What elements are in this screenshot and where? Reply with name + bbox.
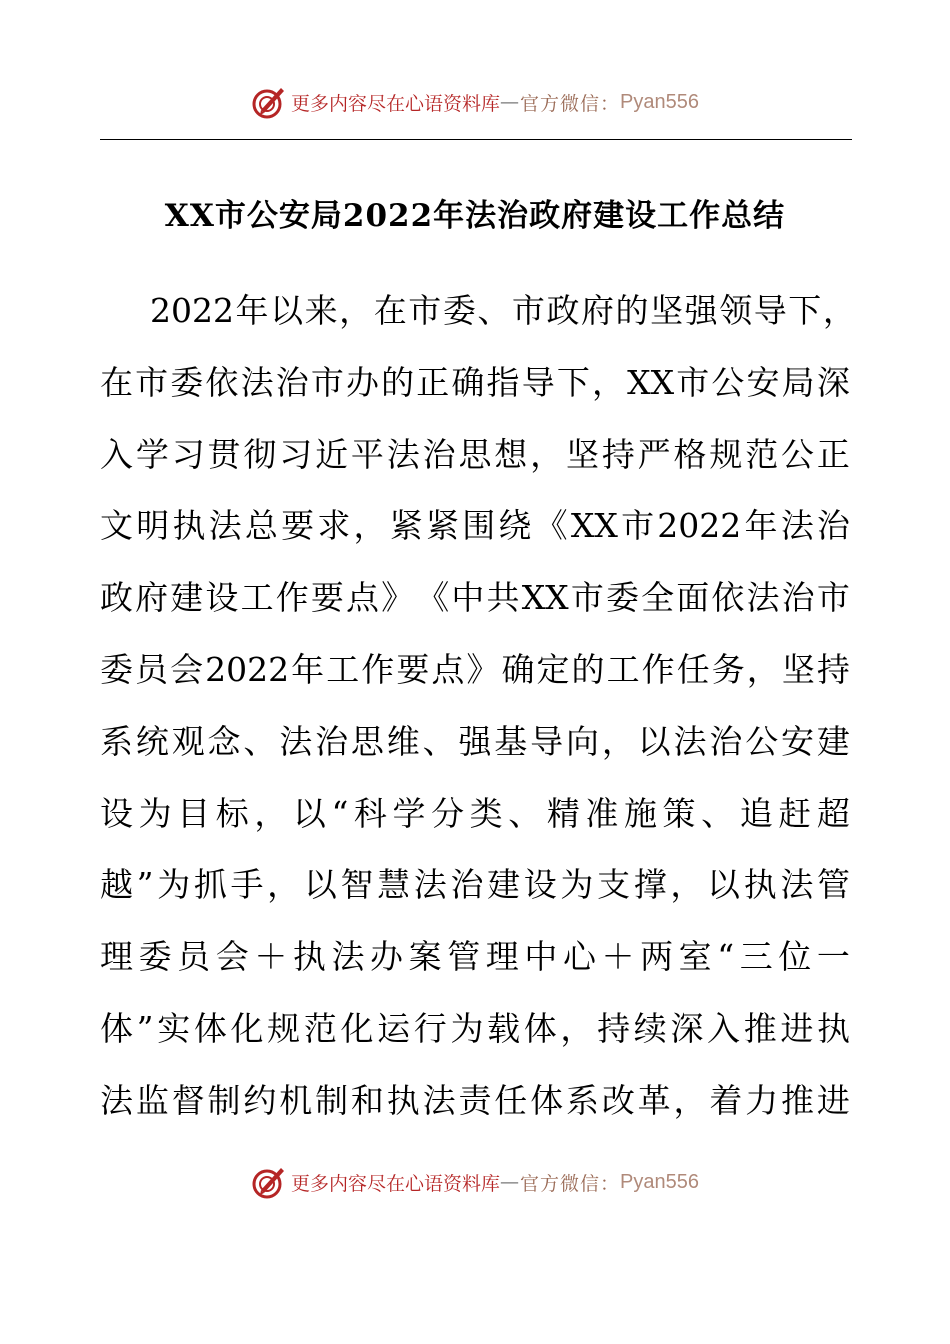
document-body <box>100 283 860 1145</box>
body-line: 2022 年 以 来 ， 在 市 委 、 市 政 府 的 坚 强 领 导 下 ， <box>150 291 856 330</box>
body-line: 文 明 执 法 总 要 求 ， 紧 紧 围 绕 《 XX 市 2022 年 法 治 <box>100 506 850 546</box>
banner-wechat-label: 官方微信： <box>520 92 621 115</box>
pen-circle-logo-icon <box>251 1164 287 1200</box>
body-line: 法 监 督 制 约 机 制 和 执 法 责 任 体 系 改 革 ， 着 力 推 进 <box>100 1080 850 1120</box>
body-line: 体 ” 实 体 化 规 范 化 运 行 为 载 体 ， 持 续 深 入 推 进 执 <box>100 1008 850 1048</box>
banner-wechat-id: Pyan556 <box>620 1170 699 1193</box>
header-banner <box>0 82 950 122</box>
header-divider <box>100 139 852 140</box>
banner-slogan: 更多内容尽在心语资料库 <box>291 1172 501 1195</box>
body-line: 政 府 建 设 工 作 要 点 》 《 中 共 XX 市 委 全 面 依 法 治 市 <box>100 578 850 618</box>
banner-dash: — <box>500 91 519 113</box>
banner-slogan: 更多内容尽在心语资料库 <box>291 92 501 115</box>
body-line: 设 为 目 标 ， 以 “ 科 学 分 类 、 精 准 施 策 、 追 赶 超 <box>100 793 850 833</box>
body-line: 委 员 会 2022 年 工 作 要 点 》 确 定 的 工 作 任 务 ， 坚 持 <box>100 649 850 689</box>
body-line: 系 统 观 念 、 法 治 思 维 、 强 基 导 向 ， 以 法 治 公 安 建 <box>100 721 850 761</box>
body-line: 入 学 习 贯 彻 习 近 平 法 治 思 想 ， 坚 持 严 格 规 范 公 正 <box>100 434 850 474</box>
body-line: 理 委 员 会 ＋ 执 法 办 案 管 理 中 心 ＋ 两 室 “ 三 位 一 <box>100 937 850 977</box>
footer-banner <box>0 1162 950 1202</box>
body-line: 在 市 委 依 法 治 市 办 的 正 确 指 导 下 ， XX 市 公 安 局 深 <box>100 362 850 402</box>
banner-dash: — <box>500 1171 519 1193</box>
document-title: XX市公安局2022年法治政府建设工作总结 <box>164 198 786 234</box>
pen-circle-logo-icon <box>251 84 287 120</box>
banner-wechat-id: Pyan556 <box>620 90 699 113</box>
body-line: 越 ” 为 抓 手 ， 以 智 慧 法 治 建 设 为 支 撑 ， 以 执 法 管 <box>100 865 850 905</box>
banner-wechat-label: 官方微信： <box>520 1172 621 1195</box>
